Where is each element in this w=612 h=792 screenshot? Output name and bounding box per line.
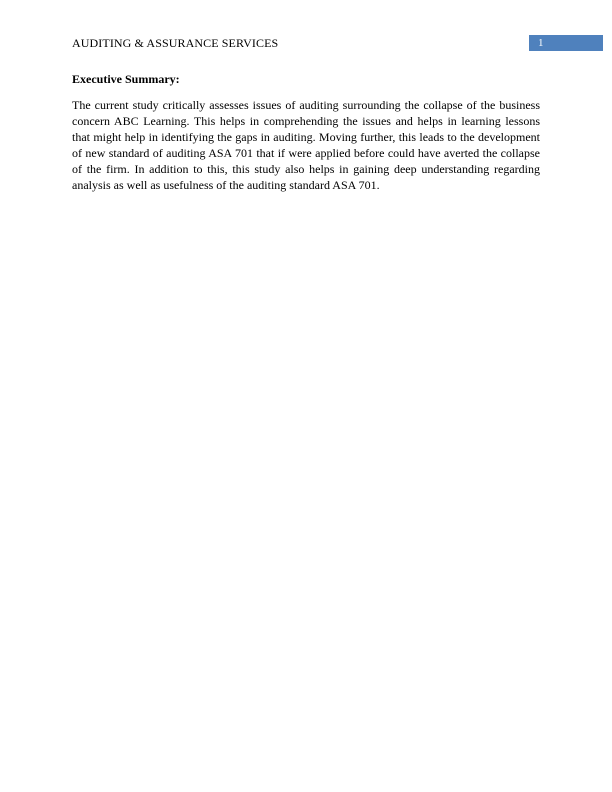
section-heading: Executive Summary: (72, 72, 180, 86)
page-number-badge: 1 (529, 35, 603, 51)
summary-paragraph: The current study critically assesses issues of auditing surrounding the collapse of the business concern ABC Learning. This helps in comprehending the issues and helps in learning lessons that might help in identifying the gaps in auditing. Moving further, this leads to the development of new standard of auditing ASA 701 that if were applied before could have averted the collapse of the firm. In addition to this, this study also helps in gaining deep understanding regarding analysis as well as usefulness of the auditing standard ASA 701. (72, 98, 540, 192)
running-header-title: AUDITING & ASSURANCE SERVICES (72, 36, 279, 50)
